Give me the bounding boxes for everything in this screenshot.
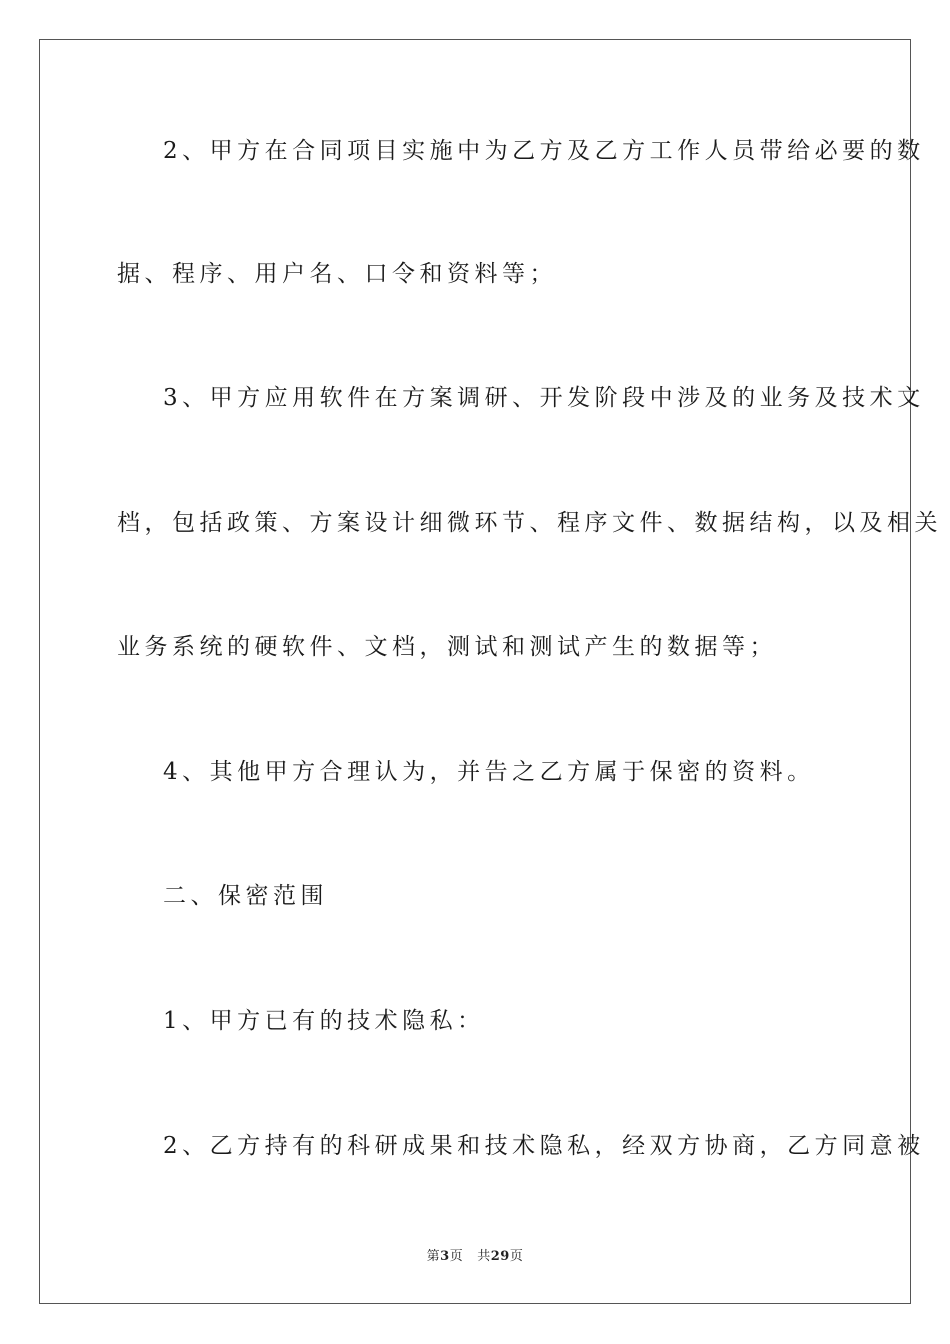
total-prefix: 共 [477,1249,491,1264]
paragraph-line: 3、甲方应用软件在方案调研、开发阶段中涉及的业务及技术文 [163,385,925,411]
paragraph-line: 4、其他甲方合理认为，并告之乙方属于保密的资料。 [163,759,815,785]
page-frame [39,39,942,1304]
paragraph-line: 2、甲方在合同项目实施中为乙方及乙方工作人员带给必要的数 [163,138,925,164]
paragraph-line: 1、甲方已有的技术隐私： [163,1008,485,1034]
total-pages: 29 [490,1249,510,1264]
paragraph-line: 据、程序、用户名、口令和资料等； [117,261,557,287]
section-heading: 二、保密范围 [163,883,328,909]
paragraph-line: 档，包括政策、方案设计细微环节、程序文件、数据结构，以及相关 [117,510,942,536]
page-prefix: 第 [426,1249,441,1264]
page-footer [0,1248,950,1266]
page-suffix: 页 [449,1249,464,1264]
page-number: 3 [440,1249,450,1264]
total-suffix: 页 [509,1249,524,1264]
paragraph-line: 业务系统的硬软件、文档，测试和测试产生的数据等； [117,634,777,660]
paragraph-line: 2、乙方持有的科研成果和技术隐私，经双方协商，乙方同意被 [163,1133,925,1159]
